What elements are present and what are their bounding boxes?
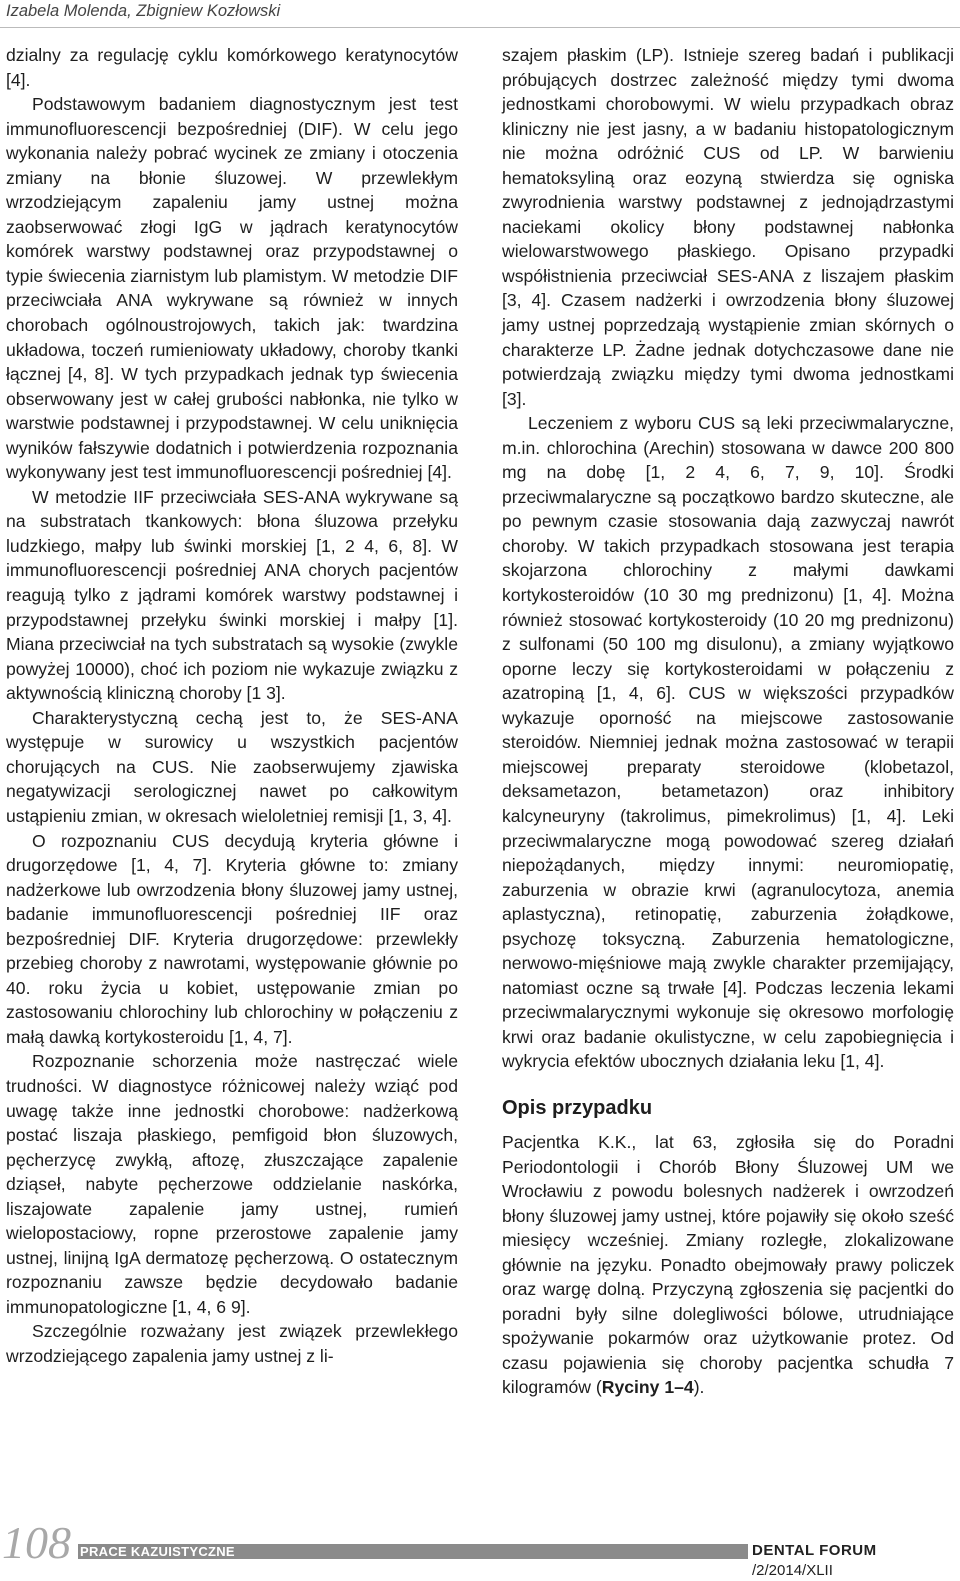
paragraph: szajem płaskim (LP). Istnieje szereg badań i publikacji próbujących dostrzec zależność między tymi dwoma jednostkami chorobowymi. W wielu przypadkach obraz kliniczny nie jest jasny, a w badaniu histopatologicznym nie można odróżnić CUS od LP. W barwieniu hematoksyliną oraz eozyną stwierdza się ogniska zwyrodnienia warstwy podstawnej z jednojądrzastymi naciekami okolicy błony podstawnej nabłonka wielowarstwowego płaskiego. Opisano przypadki współistnienia przeciwciał SES-ANA z liszajem płaskim [3, 4]. Czasem nadżerki i owrzodzenia błony śluzowej jamy ustnej poprzedzają wystąpienie zmian skórnych o charakterze LP. Żadne jednak dotychczasowe dane nie potwierdzają związku między tymi dwoma jednostkami [3].: [502, 45, 954, 409]
section-title: Opis przypadku: [502, 1096, 653, 1119]
paragraph: dzialny za regulację cyklu komórkowego keratynocytów [4].: [6, 45, 458, 90]
paragraph: O rozpoznaniu CUS decydują kryteria główne i drugorzędowe [1, 4, 7]. Kryteria główne to: zmiany nadżerkowe lub owrzodzenia błony śluzowej jamy ustnej, badanie immunofluorescencji pośredniej IIF oraz bezpośredniej DIF. Kryteria drugorzędowe: przewlekły przebieg choroby z nawrotami, występowanie głównie po 40. roku życia u kobiet, ustępowanie zmian po zastosowaniu chlorochiny lub chlorochiny w połączeniu z małą dawką kortykosteroidu [1, 4, 7].: [6, 830, 458, 1047]
paragraph: Leczeniem z wyboru CUS są leki przeciwmalaryczne, m.in. chlorochina (Arechin) stosowana w dawce 200 800 mg na dobę [1, 2 4, 6, 7, 9, 10]. Środki przeciwmalaryczne są początkowo bardzo skuteczne, ale po pewnym czasie stosowania dają zazwyczaj nawrót choroby. W takich przypadkach stosowana jest terapia skojarzona chlorochiny z małymi dawkami kortykosteroidów (10 30 mg prednizonu) [1, 4]. Można również stosować kortykosteroidy (10 20 mg prednizonu) z sulfonami (50 100 mg disulonu), a zmiany wyjątkowo oporne leczy się kortykosteroidami w połączeniu z azatropiną [1, 4, 6]. CUS w większości przypadków wykazuje oporność na miejscowe zastosowanie steroidów. Niemniej jednak można zastosować w terapii miejscowej preparaty steroidowe (klobetazol, deksametazon, betametazon) oraz inhibitory kalcyneuryny (takrolimus, pimekrolimus) [1, 4]. Leki przeciwmalaryczne mogą powodować szereg działań niepożądanych, między innymi: neuromiopatię, zaburzenia w obrazie krwi (agranulocytoza, anemia aplastyczna), retinopatię, zaburzenia żołądkowe, psychozę toksyczną. Zaburzenia hematologiczne, nerwowo-mięśniowe mają zwykle charakter przemijający, natomiast oczne są trwałe [4]. Podczas leczenia lekami przeciwmalarycznymi wykonuje się okresowo morfologię krwi oraz badanie okulistyczne, w celu zapobiegnięcia i wykrycia efektów ubocznych działania leku [1, 4].: [502, 413, 954, 1072]
case-description: [502, 1130, 954, 1400]
journal-name: DENTAL FORUM: [752, 1542, 877, 1559]
left-column: [6, 43, 458, 1369]
case-text-end: ).: [693, 1377, 705, 1398]
issue-number: /2/2014/XLII: [752, 1562, 833, 1579]
journal-info: [748, 1541, 960, 1581]
running-header: Izabela Molenda, Zbigniew Kozłowski: [6, 2, 281, 20]
header-divider: [0, 27, 960, 28]
figure-reference[interactable]: Ryciny 1–4: [601, 1377, 694, 1398]
right-column: [502, 43, 954, 1400]
paragraph: W metodzie IIF przeciwciała SES-ANA wykrywane są na substratach tkankowych: błona śluzowa przełyku ludzkiego, małpy lub świnki morskiej [1, 2 4, 6, 8]. W immunofluorescencji pośredniej ANA chorych pacjentów reagują tylko z jądrami komórek warstwy podstawnej i przypodstawnej przełyku świnki morskiej i małpy [1]. Miana przeciwciał na tych substratach są wysokie (zwykle powyżej 10000), choć ich poziom nie wykazuje związku z aktywnością kliniczną choroby [1 3].: [6, 486, 458, 704]
paragraph: Charakterystyczną cechą jest to, że SES-ANA występuje w surowicy u wszystkich pacjentów chorujących na CUS. Nie zaobserwujemy zjawiska negatywizacji serologicznej nawet po całkowitym ustąpieniu zmian, w okresach wieloletniej remisji [1, 3, 4].: [6, 707, 458, 826]
page-number: 108: [2, 1517, 71, 1568]
paragraph: Podstawowym badaniem diagnostycznym jest test immunofluorescencji bezpośredniej (DIF). W celu jego wykonania należy pobrać wycinek ze zmiany i otoczenia zmiany na błonie śluzowej. W przewlekłym wrzodziejącym zapaleniu jamy ustnej można zaobserwować złogi IgG w jądrach keratynocytów komórek warstwy podstawnej oraz przypodstawnej o typie świecenia ziarnistym lub plamistym. W metodzie DIF przeciwciała ANA wykrywane są również w innych chorobach ogólnoustrojowych, takich jak: twardzina układowa, toczeń rumieniowaty układowy, choroby tkanki łącznej [4, 8]. W tych przypadkach jednak typ świecenia obserwowany jest w całej grubości nabłonka, nie tylko w warstwie podstawnej i przypodstawnej. W celu uniknięcia wyników fałszywie dodatnich i potwierdzenia rozpoznania wykonywany jest test immunofluorescencji pośredniej [4].: [6, 94, 458, 483]
case-text: Pacjentka K.K., lat 63, zgłosiła się do Poradni Periodontologii i Chorób Błony Śluzowej UM we Wrocławiu z powodu bolesnych nadżerek i owrzodzeń błony śluzowej jamy ustnej, które pojawiły się około sześć miesięcy wcześniej. Zmiany rozległe, zlokalizowane głównie na języku. Ponadto obejmowały prawy policzek oraz wargę dolną. Przyczyną zgłoszenia się pacjentki do poradni były silne dolegliwości bólowe, utrudniające spożywanie pokarmów oraz użytkowanie protez. Od czasu pojawienia się choroby pacjentka schudła 7 kilogramów (: [502, 1131, 954, 1398]
section-label: PRACE KAZUISTYCZNE: [80, 1544, 235, 1559]
paragraph: Rozpoznanie schorzenia może nastręczać wiele trudności. W diagnostyce różnicowej należy wziąć pod uwagę także inne jednostki chorobowe: nadżerkową postać liszaja płaskiego, pemfigoid błon śluzowych, pęcherzycę zwykłą, aftozę, złuszczające zapalenie dziąseł, nabyte pęcherzowe oddzielanie naskórka, liszajowate zapalenie jamy ustnej, rumień wielopostaciowy, ropne przerostowe zapalenie jamy ustnej, linijną IgA dermatozę pęcherzową. O ostatecznym rozpoznaniu zawsze będzie decydowało badanie immunopatologiczne [1, 4, 6 9].: [6, 1051, 458, 1317]
paragraph: Szczególnie rozważany jest związek przewlekłego wrzodziejącego zapalenia jamy ustnej z li-: [6, 1321, 458, 1366]
